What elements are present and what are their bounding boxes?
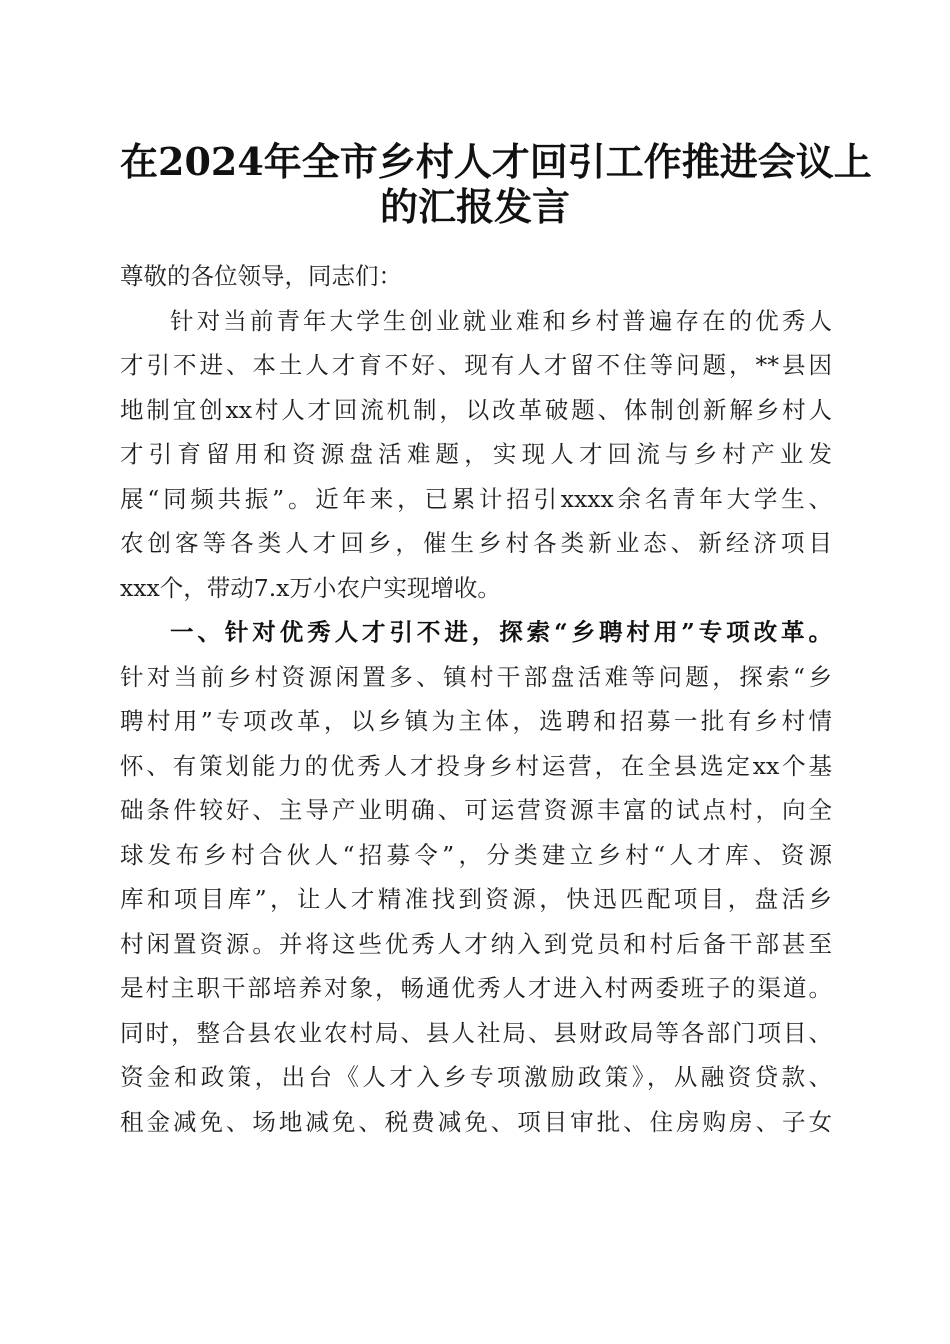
section-1-line: 租金减免、场地减免、税费减免、项目审批、住房购房、子女 <box>120 1107 832 1136</box>
intro-line: 针对当前青年大学生创业就业难和乡村普遍存在的优秀人 <box>170 306 832 335</box>
intro-line: 农创客等各类人才回乡，催生乡村各类新业态、新经济项目 <box>120 529 832 557</box>
intro-line: 才引不进、本土人才育不好、现有人才留不住等问题，**县因 <box>120 351 832 379</box>
section-1-line: 同时，整合县农业农村局、县人社局、县财政局等各部门项目、 <box>120 1018 832 1047</box>
document-title-line-2: 的汇报发言 <box>379 184 570 229</box>
intro-line: 地制宜创xx村人才回流机制，以改革破题、体制创新解乡村人 <box>120 395 832 424</box>
section-1-line: 资金和政策，出台《人才入乡专项激励政策》，从融资贷款、 <box>120 1063 832 1091</box>
section-1-line: 础条件较好、主导产业明确、可运营资源丰富的试点村，向全 <box>120 796 832 824</box>
section-1-line: 针对当前乡村资源闲置多、镇村干部盘活难等问题，探索“乡 <box>120 662 832 691</box>
intro-line: xxx个，带动7.x万小农户实现增收。 <box>120 573 501 602</box>
intro-line: 才引育留用和资源盘活难题，实现人才回流与乡村产业发 <box>120 440 832 468</box>
section-1-line: 球发布乡村合伙人“招募令”，分类建立乡村“人才库、资源 <box>120 840 832 869</box>
section-1-line: 是村主职干部培养对象，畅通优秀人才进入村两委班子的渠道。 <box>120 974 832 1002</box>
section-1-heading: 一、针对优秀人才引不进，探索“乡聘村用”专项改革。 <box>170 618 832 646</box>
section-1-line: 聘村用”专项改革，以乡镇为主体，选聘和招募一批有乡村情 <box>120 707 832 735</box>
salutation: 尊敬的各位领导，同志们： <box>120 262 402 290</box>
section-1-line: 库和项目库”，让人才精准找到资源，快迅匹配项目，盘活乡 <box>120 885 832 913</box>
intro-line: 展“同频共振”。近年来，已累计招引xxxx余名青年大学生、 <box>120 484 832 513</box>
document-title-line-1: 在2024年全市乡村人才回引工作推进会议上 <box>120 139 872 184</box>
section-1-line: 村闲置资源。并将这些优秀人才纳入到党员和村后备干部甚至 <box>120 929 832 958</box>
section-1-line: 怀、有策划能力的优秀人才投身乡村运营，在全县选定xx个基 <box>120 751 832 780</box>
document-body <box>120 254 832 1144</box>
